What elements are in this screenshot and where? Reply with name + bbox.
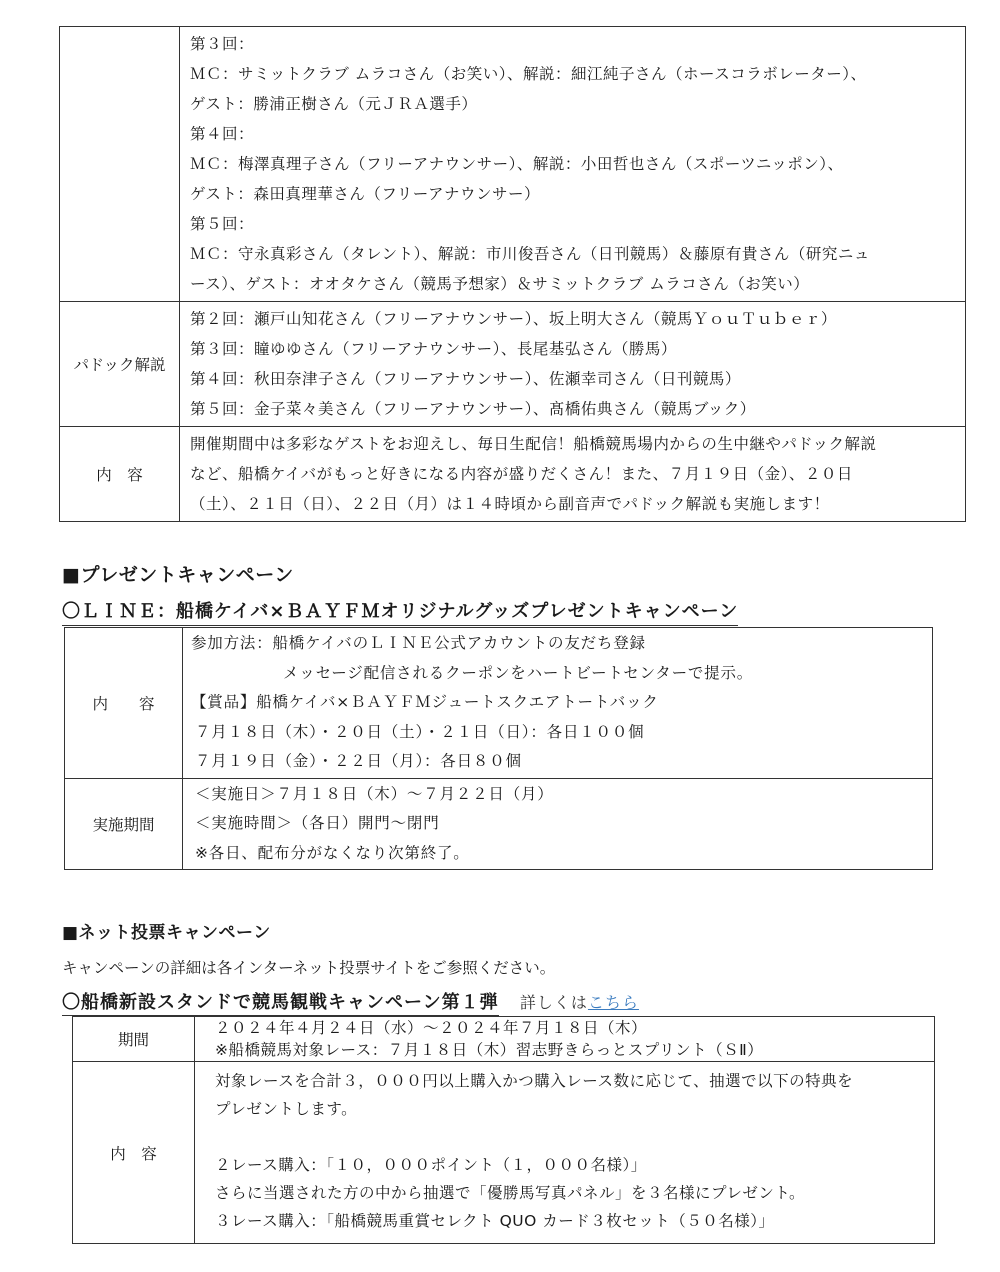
text-line: 第３回：瞳ゆゆさん（フリーアナウンサー）、長尾基弘さん（勝馬） [190, 340, 677, 358]
text-line [215, 1123, 928, 1151]
details-prefix: 詳しくは [519, 993, 588, 1012]
table-row [65, 778, 933, 870]
table-row [60, 427, 966, 522]
period-label: 期間 [73, 1017, 195, 1062]
text-line: など、船橋ケイバがもっと好きになる内容が盛りだくさん！また、７月１９日（金）、２０日 [190, 465, 853, 483]
text-line: ２０２４年４月２４日（水）～２０２４年７月１８日（木） [215, 1019, 648, 1037]
details-link[interactable]: こちら [587, 993, 639, 1012]
text-line: 第５回： [190, 215, 255, 233]
text-line: ース）、ゲスト：オオタケさん（競馬予想家）＆サミットクラブ ムラコさん（お笑い） [190, 275, 810, 293]
text-line: 第２回：瀬戸山知花さん（フリーアナウンサー）、坂上明大さん（競馬ＹｏｕＴｕｂｅｒ） [190, 310, 837, 328]
text-line: メッセージ配信されるクーポンをハートビートセンターで提示。 [283, 663, 754, 682]
text-line: （土）、２１日（日）、２２日（月）は１４時頃から副音声でパドック解説も実施します！ [190, 495, 830, 513]
text-line: ＭＣ：サミットクラブ ムラコさん（お笑い）、解説：細江純子さん（ホースコラボレーター）、 [190, 65, 867, 83]
broadcast-table [59, 26, 966, 522]
period-cell [183, 778, 933, 870]
text-line: ※船橋競馬対象レース：７月１８日（木）習志野きらっとスプリント（ＳⅡ） [215, 1041, 764, 1059]
table-row [60, 27, 966, 302]
text-line: ゲスト：森田真理華さん（フリーアナウンサー） [190, 185, 540, 203]
text-line: 参加方法：船橋ケイバのＬＩＮＥ公式アカウントの友だち登録 [191, 634, 646, 652]
text-line: ゲスト：勝浦正樹さん（元ＪＲＡ選手） [190, 95, 478, 113]
paddock-cell [180, 302, 966, 427]
table-row [73, 1017, 935, 1062]
table-row [65, 628, 933, 779]
period-cell [195, 1017, 935, 1062]
content-cell [180, 427, 966, 522]
text-line: 第４回：秋田奈津子さん（フリーアナウンサー）、佐瀬幸司さん（日刊競馬） [190, 370, 741, 388]
text-line: ２レース購入：「１０，０００ポイント（１，０００名様）」 [215, 1156, 647, 1174]
mc-lineup-cell [180, 27, 966, 302]
text-line: ＜実施日＞７月１８日（木）～７月２２日（月） [195, 784, 554, 803]
text-line: さらに当選された方の中から抽選で「優勝馬写真パネル」を３名様にプレゼント。 [215, 1184, 805, 1202]
stand-campaign-table [72, 1016, 935, 1244]
line-campaign-table [64, 627, 933, 870]
net-heading: ■ネット投票キャンペーン [62, 923, 271, 943]
text-line: ＭＣ：梅澤真理子さん（フリーアナウンサー）、解説：小田哲也さん（スポーツニッポン）、 [190, 155, 844, 173]
net-note: キャンペーンの詳細は各インターネット投票サイトをご参照ください。 [62, 959, 556, 977]
text-line: 第５回：金子菜々美さん（フリーアナウンサー）、髙橋佑典さん（競馬ブック） [190, 400, 756, 418]
empty-label-cell [60, 27, 180, 302]
paddock-label: パドック解説 [60, 302, 180, 427]
text-line: ※各日、配布分がなくなり次第終了。 [195, 843, 470, 862]
text-line: ＜実施時間＞（各日）開門～閉門 [195, 814, 440, 832]
table-row [73, 1062, 935, 1244]
present-heading: ■プレゼントキャンペーン [62, 564, 294, 586]
content-label: 内 容 [73, 1062, 195, 1244]
text-line: ３レース購入：「船橋競馬重賞セレクト QUO カード３枚セット（５０名様）」 [215, 1212, 775, 1230]
stand-campaign-title: 〇船橋新設スタンドで競馬観戦キャンペーン第１弾 [62, 992, 499, 1016]
text-line: ７月１９日（金）・２２日（月）：各日８０個 [195, 752, 522, 770]
text-line: 開催期間中は多彩なゲストをお迎えし、毎日生配信！船橋競馬場内からの生中継やパドック解説 [190, 435, 877, 453]
period-label: 実施期間 [65, 778, 183, 870]
text-line: 第３回： [190, 35, 255, 53]
text-line: ＭＣ：守永真彩さん（タレント）、解説：市川俊吾さん（日刊競馬）＆藤原有貴さん（研究ニュ [190, 245, 870, 263]
text-line: 対象レースを合計３，０００円以上購入かつ購入レース数に応じて、抽選で以下の特典を [215, 1072, 854, 1090]
content-cell [195, 1062, 935, 1244]
text-line: プレゼントします。 [215, 1100, 358, 1118]
text-line: 【賞品】船橋ケイバ×ＢＡＹＦＭジュートスクエアトートバック [191, 693, 659, 711]
content-cell [183, 628, 933, 779]
text-line: 第４回： [190, 125, 255, 143]
stand-campaign-title-row [62, 988, 639, 1014]
content-label: 内 容 [65, 628, 183, 779]
line-campaign-title: 〇ＬＩＮＥ：船橋ケイバ×ＢＡＹＦＭオリジナルグッズプレゼントキャンペーン [62, 597, 738, 626]
content-label: 内 容 [60, 427, 180, 522]
text-line: ７月１８日（木）・２０日（土）・２１日（日）：各日１００個 [195, 722, 645, 741]
table-row [60, 302, 966, 427]
